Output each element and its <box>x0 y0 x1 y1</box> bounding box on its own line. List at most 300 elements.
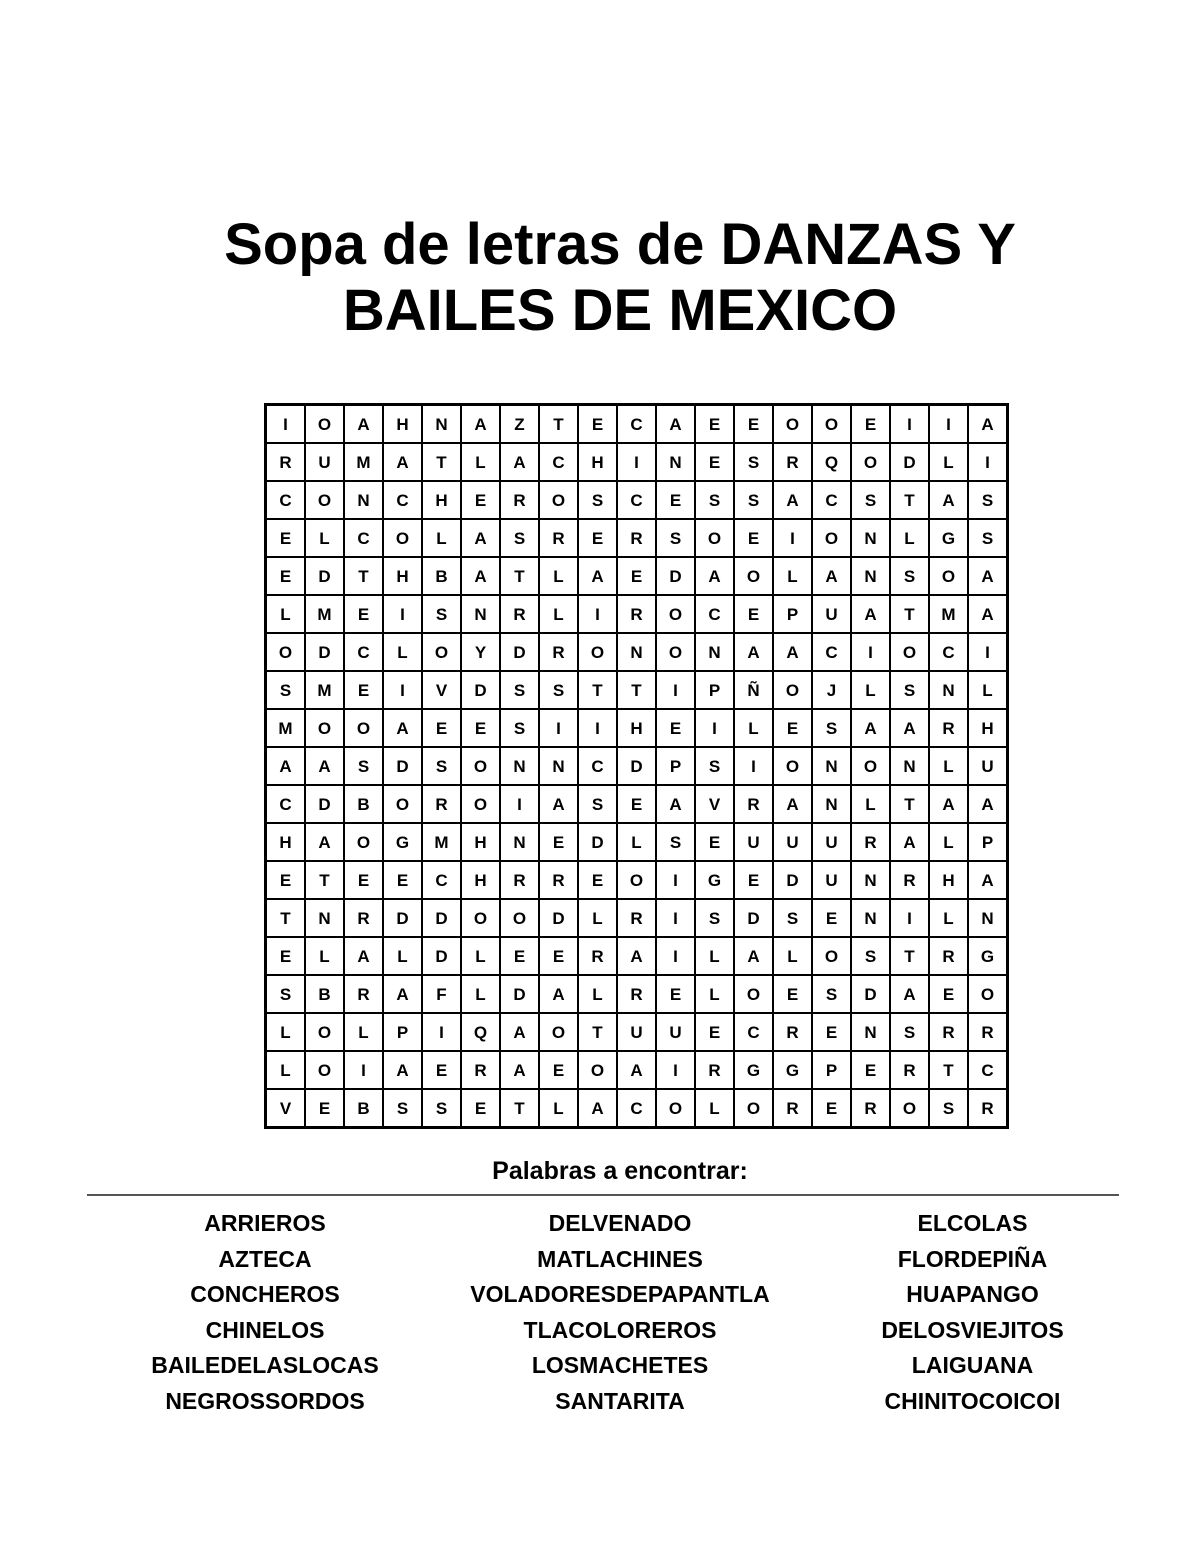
grid-cell[interactable]: S <box>656 823 695 861</box>
grid-cell[interactable]: U <box>968 747 1008 785</box>
grid-cell[interactable]: U <box>812 861 851 899</box>
grid-cell[interactable]: I <box>578 595 617 633</box>
grid-cell[interactable]: R <box>968 1013 1008 1051</box>
grid-cell[interactable]: S <box>734 481 773 519</box>
grid-cell[interactable]: A <box>890 823 929 861</box>
grid-cell[interactable]: R <box>890 1051 929 1089</box>
grid-cell[interactable]: Q <box>461 1013 500 1051</box>
grid-cell[interactable]: D <box>422 899 461 937</box>
grid-cell[interactable]: L <box>266 1013 306 1051</box>
grid-cell[interactable]: H <box>266 823 306 861</box>
grid-cell[interactable]: A <box>461 519 500 557</box>
grid-cell[interactable]: O <box>773 747 812 785</box>
grid-cell[interactable]: A <box>968 785 1008 823</box>
grid-cell[interactable]: I <box>968 443 1008 481</box>
grid-cell[interactable]: B <box>305 975 344 1013</box>
grid-cell[interactable]: R <box>539 519 578 557</box>
grid-cell[interactable]: C <box>539 443 578 481</box>
grid-cell[interactable]: R <box>344 899 383 937</box>
grid-cell[interactable]: E <box>539 937 578 975</box>
grid-cell[interactable]: L <box>773 557 812 595</box>
grid-cell[interactable]: E <box>578 861 617 899</box>
grid-cell[interactable]: L <box>929 823 968 861</box>
grid-cell[interactable]: N <box>305 899 344 937</box>
grid-cell[interactable]: S <box>968 481 1008 519</box>
grid-cell[interactable]: O <box>929 557 968 595</box>
grid-cell[interactable]: A <box>929 481 968 519</box>
grid-cell[interactable]: R <box>695 1051 734 1089</box>
grid-cell[interactable]: S <box>851 937 890 975</box>
grid-cell[interactable]: D <box>734 899 773 937</box>
grid-cell[interactable]: E <box>578 405 617 444</box>
grid-cell[interactable]: E <box>266 937 306 975</box>
grid-cell[interactable]: A <box>383 709 422 747</box>
grid-cell[interactable]: I <box>851 633 890 671</box>
grid-cell[interactable]: S <box>890 557 929 595</box>
grid-cell[interactable]: E <box>929 975 968 1013</box>
grid-cell[interactable]: S <box>695 481 734 519</box>
grid-cell[interactable]: C <box>812 481 851 519</box>
grid-cell[interactable]: L <box>383 633 422 671</box>
grid-cell[interactable]: P <box>695 671 734 709</box>
grid-cell[interactable]: L <box>578 899 617 937</box>
grid-cell[interactable]: S <box>422 1089 461 1128</box>
grid-cell[interactable]: L <box>773 937 812 975</box>
grid-cell[interactable]: C <box>344 519 383 557</box>
grid-cell[interactable]: I <box>656 937 695 975</box>
grid-cell[interactable]: S <box>890 1013 929 1051</box>
grid-cell[interactable]: N <box>695 633 734 671</box>
grid-cell[interactable]: L <box>305 937 344 975</box>
grid-cell[interactable]: E <box>344 861 383 899</box>
grid-cell[interactable]: U <box>656 1013 695 1051</box>
grid-cell[interactable]: A <box>890 709 929 747</box>
grid-cell[interactable]: T <box>890 785 929 823</box>
grid-cell[interactable]: C <box>695 595 734 633</box>
grid-cell[interactable]: D <box>305 557 344 595</box>
grid-cell[interactable]: R <box>422 785 461 823</box>
grid-cell[interactable]: A <box>968 557 1008 595</box>
grid-cell[interactable]: O <box>305 481 344 519</box>
grid-cell[interactable]: E <box>734 405 773 444</box>
grid-cell[interactable]: L <box>539 557 578 595</box>
grid-cell[interactable]: A <box>968 405 1008 444</box>
grid-cell[interactable]: R <box>539 861 578 899</box>
grid-cell[interactable]: R <box>617 975 656 1013</box>
grid-cell[interactable]: E <box>578 519 617 557</box>
grid-cell[interactable]: E <box>383 861 422 899</box>
grid-cell[interactable]: H <box>383 557 422 595</box>
grid-cell[interactable]: D <box>305 785 344 823</box>
grid-cell[interactable]: O <box>851 443 890 481</box>
grid-cell[interactable]: U <box>773 823 812 861</box>
grid-cell[interactable]: E <box>773 709 812 747</box>
grid-cell[interactable]: O <box>890 1089 929 1128</box>
grid-cell[interactable]: C <box>734 1013 773 1051</box>
grid-cell[interactable]: O <box>305 405 344 444</box>
grid-cell[interactable]: N <box>656 443 695 481</box>
grid-cell[interactable]: E <box>461 1089 500 1128</box>
grid-cell[interactable]: R <box>734 785 773 823</box>
grid-cell[interactable]: A <box>656 785 695 823</box>
grid-cell[interactable]: P <box>968 823 1008 861</box>
grid-cell[interactable]: O <box>773 671 812 709</box>
grid-cell[interactable]: N <box>812 747 851 785</box>
grid-cell[interactable]: L <box>695 1089 734 1128</box>
grid-cell[interactable]: L <box>266 595 306 633</box>
grid-cell[interactable]: C <box>344 633 383 671</box>
grid-cell[interactable]: M <box>929 595 968 633</box>
grid-cell[interactable]: E <box>695 443 734 481</box>
grid-cell[interactable]: E <box>617 785 656 823</box>
grid-cell[interactable]: R <box>617 595 656 633</box>
grid-cell[interactable]: A <box>656 405 695 444</box>
grid-cell[interactable]: E <box>344 595 383 633</box>
grid-cell[interactable]: G <box>734 1051 773 1089</box>
grid-cell[interactable]: O <box>578 1051 617 1089</box>
grid-cell[interactable]: L <box>929 747 968 785</box>
grid-cell[interactable]: D <box>461 671 500 709</box>
grid-cell[interactable]: M <box>305 595 344 633</box>
grid-cell[interactable]: P <box>812 1051 851 1089</box>
grid-cell[interactable]: L <box>461 937 500 975</box>
grid-cell[interactable]: L <box>266 1051 306 1089</box>
grid-cell[interactable]: E <box>851 1051 890 1089</box>
grid-cell[interactable]: R <box>539 633 578 671</box>
grid-cell[interactable]: S <box>734 443 773 481</box>
grid-cell[interactable]: E <box>812 1089 851 1128</box>
grid-cell[interactable]: R <box>773 443 812 481</box>
grid-cell[interactable]: A <box>383 975 422 1013</box>
grid-cell[interactable]: I <box>266 405 306 444</box>
grid-cell[interactable]: O <box>305 709 344 747</box>
grid-cell[interactable]: T <box>500 1089 539 1128</box>
grid-cell[interactable]: U <box>812 823 851 861</box>
grid-cell[interactable]: I <box>383 595 422 633</box>
grid-cell[interactable]: H <box>578 443 617 481</box>
grid-cell[interactable]: D <box>383 747 422 785</box>
grid-cell[interactable]: A <box>929 785 968 823</box>
grid-cell[interactable]: R <box>578 937 617 975</box>
grid-cell[interactable]: E <box>500 937 539 975</box>
grid-cell[interactable]: O <box>383 519 422 557</box>
grid-cell[interactable]: L <box>890 519 929 557</box>
grid-cell[interactable]: I <box>773 519 812 557</box>
grid-cell[interactable]: V <box>422 671 461 709</box>
grid-cell[interactable]: O <box>305 1013 344 1051</box>
grid-cell[interactable]: A <box>344 405 383 444</box>
grid-cell[interactable]: O <box>812 519 851 557</box>
grid-cell[interactable]: N <box>539 747 578 785</box>
grid-cell[interactable]: R <box>344 975 383 1013</box>
grid-cell[interactable]: L <box>695 975 734 1013</box>
grid-cell[interactable]: O <box>656 595 695 633</box>
grid-cell[interactable]: D <box>422 937 461 975</box>
grid-cell[interactable]: L <box>461 975 500 1013</box>
grid-cell[interactable]: L <box>344 1013 383 1051</box>
grid-cell[interactable]: A <box>851 595 890 633</box>
grid-cell[interactable]: S <box>500 709 539 747</box>
grid-cell[interactable]: R <box>773 1013 812 1051</box>
grid-cell[interactable]: S <box>812 975 851 1013</box>
grid-cell[interactable]: D <box>500 633 539 671</box>
grid-cell[interactable]: E <box>695 405 734 444</box>
grid-cell[interactable]: I <box>617 443 656 481</box>
grid-cell[interactable]: A <box>539 975 578 1013</box>
grid-cell[interactable]: S <box>773 899 812 937</box>
grid-cell[interactable]: O <box>812 405 851 444</box>
grid-cell[interactable]: E <box>422 1051 461 1089</box>
grid-cell[interactable]: A <box>734 633 773 671</box>
grid-cell[interactable]: O <box>773 405 812 444</box>
grid-cell[interactable]: E <box>656 709 695 747</box>
grid-cell[interactable]: D <box>656 557 695 595</box>
grid-cell[interactable]: H <box>461 861 500 899</box>
grid-cell[interactable]: A <box>383 1051 422 1089</box>
grid-cell[interactable]: I <box>929 405 968 444</box>
grid-cell[interactable]: V <box>695 785 734 823</box>
grid-cell[interactable]: N <box>851 557 890 595</box>
grid-cell[interactable]: A <box>773 785 812 823</box>
grid-cell[interactable]: F <box>422 975 461 1013</box>
grid-cell[interactable]: T <box>500 557 539 595</box>
grid-cell[interactable]: N <box>968 899 1008 937</box>
grid-cell[interactable]: E <box>734 519 773 557</box>
grid-cell[interactable]: O <box>461 899 500 937</box>
grid-cell[interactable]: N <box>851 899 890 937</box>
grid-cell[interactable]: O <box>695 519 734 557</box>
grid-cell[interactable]: A <box>461 405 500 444</box>
grid-cell[interactable]: N <box>500 823 539 861</box>
grid-cell[interactable]: E <box>422 709 461 747</box>
grid-cell[interactable]: B <box>344 785 383 823</box>
grid-cell[interactable]: O <box>656 633 695 671</box>
grid-cell[interactable]: T <box>890 595 929 633</box>
grid-cell[interactable]: D <box>383 899 422 937</box>
grid-cell[interactable]: L <box>617 823 656 861</box>
grid-cell[interactable]: O <box>305 1051 344 1089</box>
grid-cell[interactable]: S <box>500 671 539 709</box>
grid-cell[interactable]: T <box>578 671 617 709</box>
grid-cell[interactable]: P <box>773 595 812 633</box>
grid-cell[interactable]: R <box>929 1013 968 1051</box>
grid-cell[interactable]: L <box>383 937 422 975</box>
grid-cell[interactable]: T <box>539 405 578 444</box>
grid-cell[interactable]: T <box>305 861 344 899</box>
grid-cell[interactable]: D <box>539 899 578 937</box>
grid-cell[interactable]: S <box>422 747 461 785</box>
grid-cell[interactable]: C <box>617 1089 656 1128</box>
grid-cell[interactable]: E <box>734 861 773 899</box>
grid-cell[interactable]: Ñ <box>734 671 773 709</box>
grid-cell[interactable]: O <box>812 937 851 975</box>
grid-cell[interactable]: L <box>539 1089 578 1128</box>
grid-cell[interactable]: S <box>968 519 1008 557</box>
grid-cell[interactable]: U <box>812 595 851 633</box>
grid-cell[interactable]: L <box>539 595 578 633</box>
grid-cell[interactable]: I <box>344 1051 383 1089</box>
grid-cell[interactable]: A <box>812 557 851 595</box>
grid-cell[interactable]: L <box>734 709 773 747</box>
grid-cell[interactable]: O <box>734 557 773 595</box>
grid-cell[interactable]: D <box>500 975 539 1013</box>
grid-cell[interactable]: L <box>305 519 344 557</box>
grid-cell[interactable]: M <box>422 823 461 861</box>
grid-cell[interactable]: S <box>383 1089 422 1128</box>
grid-cell[interactable]: S <box>695 747 734 785</box>
grid-cell[interactable]: A <box>695 557 734 595</box>
grid-cell[interactable]: H <box>422 481 461 519</box>
grid-cell[interactable]: L <box>851 785 890 823</box>
grid-cell[interactable]: S <box>851 481 890 519</box>
grid-cell[interactable]: N <box>929 671 968 709</box>
grid-cell[interactable]: I <box>734 747 773 785</box>
grid-cell[interactable]: R <box>617 899 656 937</box>
grid-cell[interactable]: T <box>890 937 929 975</box>
grid-cell[interactable]: H <box>617 709 656 747</box>
grid-cell[interactable]: S <box>344 747 383 785</box>
grid-cell[interactable]: T <box>344 557 383 595</box>
grid-cell[interactable]: G <box>929 519 968 557</box>
grid-cell[interactable]: M <box>266 709 306 747</box>
grid-cell[interactable]: A <box>773 481 812 519</box>
grid-cell[interactable]: G <box>695 861 734 899</box>
grid-cell[interactable]: T <box>578 1013 617 1051</box>
grid-cell[interactable]: S <box>929 1089 968 1128</box>
grid-cell[interactable]: R <box>929 937 968 975</box>
grid-cell[interactable]: R <box>968 1089 1008 1128</box>
grid-cell[interactable]: O <box>890 633 929 671</box>
grid-cell[interactable]: N <box>851 519 890 557</box>
grid-cell[interactable]: L <box>578 975 617 1013</box>
grid-cell[interactable]: E <box>344 671 383 709</box>
grid-cell[interactable]: E <box>266 519 306 557</box>
grid-cell[interactable]: I <box>695 709 734 747</box>
grid-cell[interactable]: E <box>812 899 851 937</box>
grid-cell[interactable]: A <box>344 937 383 975</box>
grid-cell[interactable]: I <box>656 1051 695 1089</box>
grid-cell[interactable]: E <box>695 823 734 861</box>
grid-cell[interactable]: T <box>890 481 929 519</box>
grid-cell[interactable]: S <box>578 481 617 519</box>
grid-cell[interactable]: H <box>383 405 422 444</box>
grid-cell[interactable]: O <box>617 861 656 899</box>
grid-cell[interactable]: A <box>578 1089 617 1128</box>
grid-cell[interactable]: E <box>656 481 695 519</box>
grid-cell[interactable]: B <box>344 1089 383 1128</box>
grid-cell[interactable]: O <box>266 633 306 671</box>
grid-cell[interactable]: O <box>539 1013 578 1051</box>
grid-cell[interactable]: S <box>539 671 578 709</box>
grid-cell[interactable]: H <box>929 861 968 899</box>
grid-cell[interactable]: Z <box>500 405 539 444</box>
grid-cell[interactable]: L <box>461 443 500 481</box>
grid-cell[interactable]: A <box>617 937 656 975</box>
grid-cell[interactable]: S <box>500 519 539 557</box>
grid-cell[interactable]: E <box>539 823 578 861</box>
grid-cell[interactable]: E <box>656 975 695 1013</box>
grid-cell[interactable]: R <box>890 861 929 899</box>
grid-cell[interactable]: I <box>968 633 1008 671</box>
grid-cell[interactable]: U <box>617 1013 656 1051</box>
grid-cell[interactable]: R <box>266 443 306 481</box>
grid-cell[interactable]: A <box>305 823 344 861</box>
grid-cell[interactable]: Q <box>812 443 851 481</box>
grid-cell[interactable]: N <box>344 481 383 519</box>
grid-cell[interactable]: I <box>890 899 929 937</box>
grid-cell[interactable]: R <box>929 709 968 747</box>
grid-cell[interactable]: U <box>305 443 344 481</box>
grid-cell[interactable]: O <box>422 633 461 671</box>
grid-cell[interactable]: C <box>422 861 461 899</box>
grid-cell[interactable]: M <box>305 671 344 709</box>
grid-cell[interactable]: U <box>734 823 773 861</box>
grid-cell[interactable]: D <box>890 443 929 481</box>
grid-cell[interactable]: R <box>617 519 656 557</box>
grid-cell[interactable]: E <box>539 1051 578 1089</box>
grid-cell[interactable]: C <box>812 633 851 671</box>
grid-cell[interactable]: A <box>968 861 1008 899</box>
grid-cell[interactable]: E <box>695 1013 734 1051</box>
grid-cell[interactable]: S <box>656 519 695 557</box>
grid-cell[interactable]: N <box>617 633 656 671</box>
grid-cell[interactable]: L <box>929 443 968 481</box>
grid-cell[interactable]: C <box>383 481 422 519</box>
grid-cell[interactable]: I <box>422 1013 461 1051</box>
grid-cell[interactable]: A <box>383 443 422 481</box>
grid-cell[interactable]: D <box>773 861 812 899</box>
grid-cell[interactable]: A <box>305 747 344 785</box>
grid-cell[interactable]: E <box>734 595 773 633</box>
grid-cell[interactable]: S <box>890 671 929 709</box>
grid-cell[interactable]: A <box>773 633 812 671</box>
grid-cell[interactable]: I <box>383 671 422 709</box>
grid-cell[interactable]: A <box>500 1013 539 1051</box>
grid-cell[interactable]: P <box>656 747 695 785</box>
grid-cell[interactable]: A <box>500 443 539 481</box>
grid-cell[interactable]: H <box>968 709 1008 747</box>
grid-cell[interactable]: E <box>461 709 500 747</box>
grid-cell[interactable]: L <box>968 671 1008 709</box>
grid-cell[interactable]: P <box>383 1013 422 1051</box>
grid-cell[interactable]: S <box>266 671 306 709</box>
grid-cell[interactable]: R <box>461 1051 500 1089</box>
grid-cell[interactable]: E <box>617 557 656 595</box>
grid-cell[interactable]: S <box>695 899 734 937</box>
grid-cell[interactable]: Y <box>461 633 500 671</box>
grid-cell[interactable]: O <box>734 975 773 1013</box>
grid-cell[interactable]: E <box>461 481 500 519</box>
grid-cell[interactable]: N <box>851 1013 890 1051</box>
grid-cell[interactable]: C <box>266 481 306 519</box>
grid-cell[interactable]: O <box>656 1089 695 1128</box>
grid-cell[interactable]: E <box>812 1013 851 1051</box>
grid-cell[interactable]: H <box>461 823 500 861</box>
grid-cell[interactable]: R <box>500 481 539 519</box>
grid-cell[interactable]: C <box>617 481 656 519</box>
grid-cell[interactable]: D <box>578 823 617 861</box>
grid-cell[interactable]: A <box>617 1051 656 1089</box>
grid-cell[interactable]: C <box>929 633 968 671</box>
grid-cell[interactable]: E <box>305 1089 344 1128</box>
grid-cell[interactable]: O <box>968 975 1008 1013</box>
grid-cell[interactable]: O <box>461 747 500 785</box>
grid-cell[interactable]: B <box>422 557 461 595</box>
grid-cell[interactable]: V <box>266 1089 306 1128</box>
grid-cell[interactable]: G <box>773 1051 812 1089</box>
grid-cell[interactable]: M <box>344 443 383 481</box>
grid-cell[interactable]: R <box>851 1089 890 1128</box>
